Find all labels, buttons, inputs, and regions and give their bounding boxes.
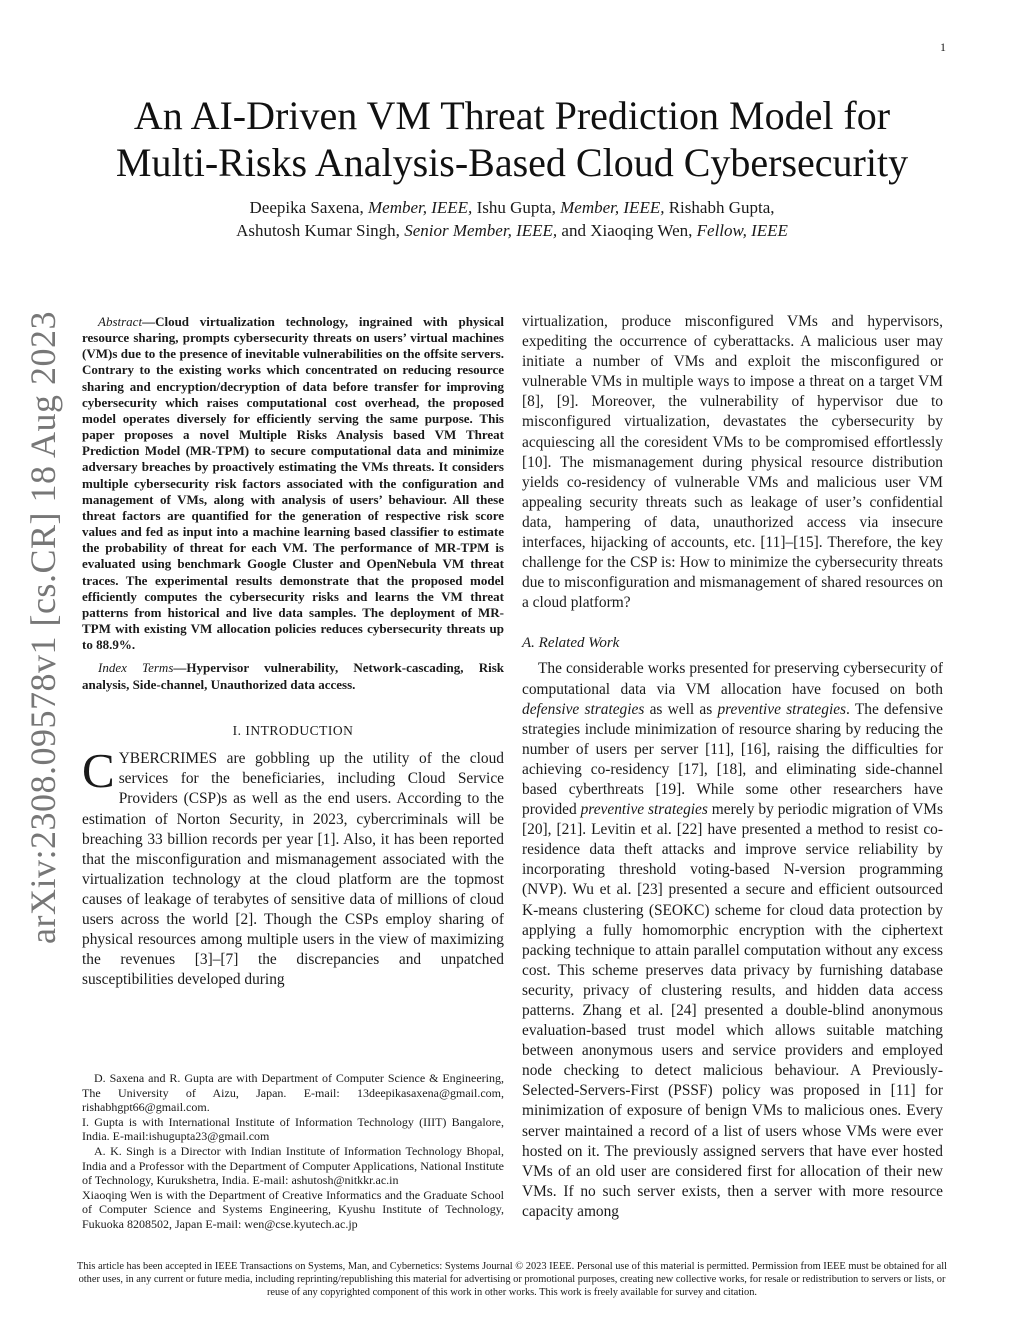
abstract-lead: Abstract [98, 314, 143, 329]
arxiv-stamp: arXiv:2308.09578v1 [cs.CR] 18 Aug 2023 [23, 311, 63, 944]
author-role: Fellow, IEEE [696, 221, 788, 240]
paper-title [80, 92, 944, 186]
author-name: Deepika Saxena, [249, 198, 368, 217]
index-terms [82, 660, 504, 693]
text-run: . The defensive strategies include minimization of resource sharing by reducing the number of users per server [11], [16], raising the difficulties for achieving co-residency [17], [18], and eliminating side-channel based cyberthreats [19]. While some other researchers have provided [522, 700, 943, 819]
related-work-paragraph [522, 659, 943, 1222]
footnote: I. Gupta is with International Institute of Information Technology (IIIT) Bangalore, India. E-mail:ishugupta23@gmail.com [82, 1114, 504, 1144]
copyright-note: This article has been accepted in IEEE Transactions on Systems, Man, and Cybernetics: Systems Journal © 2023 IEEE. Personal use of this material is permitted. Permission from IEEE must be obtained for all other uses, in any current or future media, including reprinting/republishing this material for advertising or promotional purposes, creating new collective works, for resale or redistribution to servers or lists, or reuse of any copyrighted component of this work in other works. This work is freely available for survey and citation. [76, 1261, 948, 1298]
text-run: merely by periodic migration of VMs [20], [21]. Levitin et al. [22] have presented a method to resist co-residence data theft attacks and improve service reliability by incorporating threshold voting-based N-version programming (NVP). Wu et al. [23] presented a secure and efficient outsourced K-means clustering (SEOKC) scheme for cloud data protection by applying a fully homomorphic encryption with the ciphertext packing technique to attain parallel computation without any excess cost. This scheme preserves data privacy by furnishing database security, privacy of clustering results, and hidden data access patterns. Zhang et al. [24] presented a double-blind anonymous evaluation-based trust model which allows suitable matching between anonymous users and service providers and employed node checking to detect malicious behaviour. A Previously-Selected-Servers-First (PSSF) policy was proposed in [11] for minimization of exposure of benign VMs to malicious ones. Every server maintained a record of a list of users whose VMs were ever hosted on it. The previously assigned servers that have ever hosted VMs of an old user are considered first for allocation of their new VMs. If no such server exists, then a server with more resource capacity among [522, 801, 943, 1220]
left-column [82, 314, 504, 990]
author-name: Ishu Gupta, [472, 198, 561, 217]
index-terms-lead: Index Terms [98, 660, 174, 676]
footnote: A. K. Singh is a Director with Indian Institute of Information Technology Bhopal, India and a Professor with the Department of Computer Applications, National Institute of Technology, Kurukshetra, India. E-mail: ashutosh@nitkkr.ac.in [82, 1143, 504, 1188]
right-column [522, 312, 943, 1222]
author-block [80, 196, 944, 242]
emphasis: defensive strategies [522, 700, 645, 718]
body-paragraph: virtualization, produce misconfigured VMs and hypervisors, expediting the occurrence of cyberattacks. A malicious user may initiate a number of VMs and exploit the misconfigured or vulnerable VMs in multiple ways to impose a threat on a target VM [8], [9]. Moreover, the vulnerability of hypervisor due to misconfigured virtualization, devastates the cybersecurity by acquiescing all the coresident VMs to be compromised effortlessly [10]. The mismanagement during physical resource distribution yields co-residency of vulnerable VMs and malicious user VM appealing security threats such as leakage of user’s confidential data, hampering of data, unauthorized access via insecure interfaces, hijacking of accounts, etc. [11]–[15]. Therefore, the key challenge for the CSP is: How to minimize the cybersecurity threats due to misconfiguration and mismanagement of shared resources on a cloud platform? [522, 313, 943, 612]
page-number: 1 [940, 40, 946, 54]
emphasis: preventive strategies [580, 801, 708, 819]
title-line-2: Multi-Risks Analysis-Based Cloud Cybersecurity [115, 140, 909, 185]
author-role: Member, IEEE, [560, 198, 665, 217]
subsection-heading-related-work: A. Related Work [522, 635, 620, 652]
section-heading-introduction: I. INTRODUCTION [232, 723, 354, 739]
emphasis: preventive strategies [717, 700, 847, 718]
footnote: Xiaoqing Wen is with the Department of Creative Informatics and the Graduate School of Computer Science and Systems Engineering, Kyushu Institute of Technology, Fukuoka 8208502, Japan E-mail: wen@cse.kyutech.ac.jp [82, 1187, 504, 1231]
author-name: Ashutosh Kumar Singh, [236, 221, 405, 240]
text-run: as well as [644, 700, 718, 718]
authors-line-2 [80, 219, 944, 242]
footnote: D. Saxena and R. Gupta are with Department of Computer Science & Engineering, The University of Aizu, Japan. E-mail: 13deepikasaxena@gmail.com, rishabhgpt66@gmail.com. [82, 1071, 504, 1115]
title-line-1: An AI-Driven VM Threat Prediction Model for [133, 93, 891, 138]
author-role: Senior Member, IEEE, [404, 221, 558, 240]
abstract-text: —Cloud virtualization technology, ingrained with physical resource sharing, prompts cybersecurity threats on users’ virtual machines (VM)s due to the presence of inevitable vulnerabilities on the offsite servers. Contrary to the existing works which concentrated on reducing resource sharing and encryption/decryption of data before transfer for improving cybersecurity which raises computational cost overhead, the proposed model operates diversely for efficiently serving the same purpose. This paper proposes a novel Multiple Risks Analysis based VM Threat Prediction Model (MR-TPM) to secure computational data and minimize adversary breaches by proactively estimating the VMs threats. It considers multiple cybersecurity risk factors associated with the configuration and management of VMs, along with analysis of users’ behaviour. All these threat factors are quantified for the generation of respective risk score values and fed as input into a machine learning based classifier to estimate the probability of threat for each VM. The performance of MR-TPM is evaluated using benchmark Google Cluster and OpenNebula VM threat traces. The experimental results demonstrate that the proposed model efficiently computes the cybersecurity risks and learns the VM threat patterns from historical and live data samples. The deployment of MR-TPM with existing VM allocation policies reduces cybersecurity threats up to 88.9%. [82, 314, 504, 653]
text-run: The considerable works presented for preserving cybersecurity of computational data via VM allocation have focused on both [522, 660, 943, 698]
author-name: and Xiaoqing Wen, [557, 221, 697, 240]
intro-paragraph: CYBERCRIMES are gobbling up the utility of the cloud services for the beneficiaries, including Cloud Service Providers (CSP)s as well as the end users. According to the estimation of Norton Security, in 2023, cybercriminals will be breaching 33 billion records per year [1]. Also, it has been reported that the misconfiguration and mismanagement associated with the virtualization technology at the cloud platform are the topmost causes of leakage of terabytes of sensitive data of millions of cloud users across the world [2]. Though the CSPs employ sharing of physical resources among multiple users in the view of maximizing the revenues [3]–[7] the discrepancies and unpatched susceptibilities developed during [82, 743, 504, 989]
authors-line-1 [80, 196, 944, 219]
author-name: Rishabh Gupta, [664, 198, 775, 217]
author-role: Member, IEEE, [367, 198, 473, 217]
footnotes [82, 1071, 504, 1232]
index-terms-text: —Hypervisor vulnerability, Network-cascading, Risk analysis, Side-channel, Unauthorized data access. [82, 660, 504, 692]
abstract [82, 314, 504, 653]
